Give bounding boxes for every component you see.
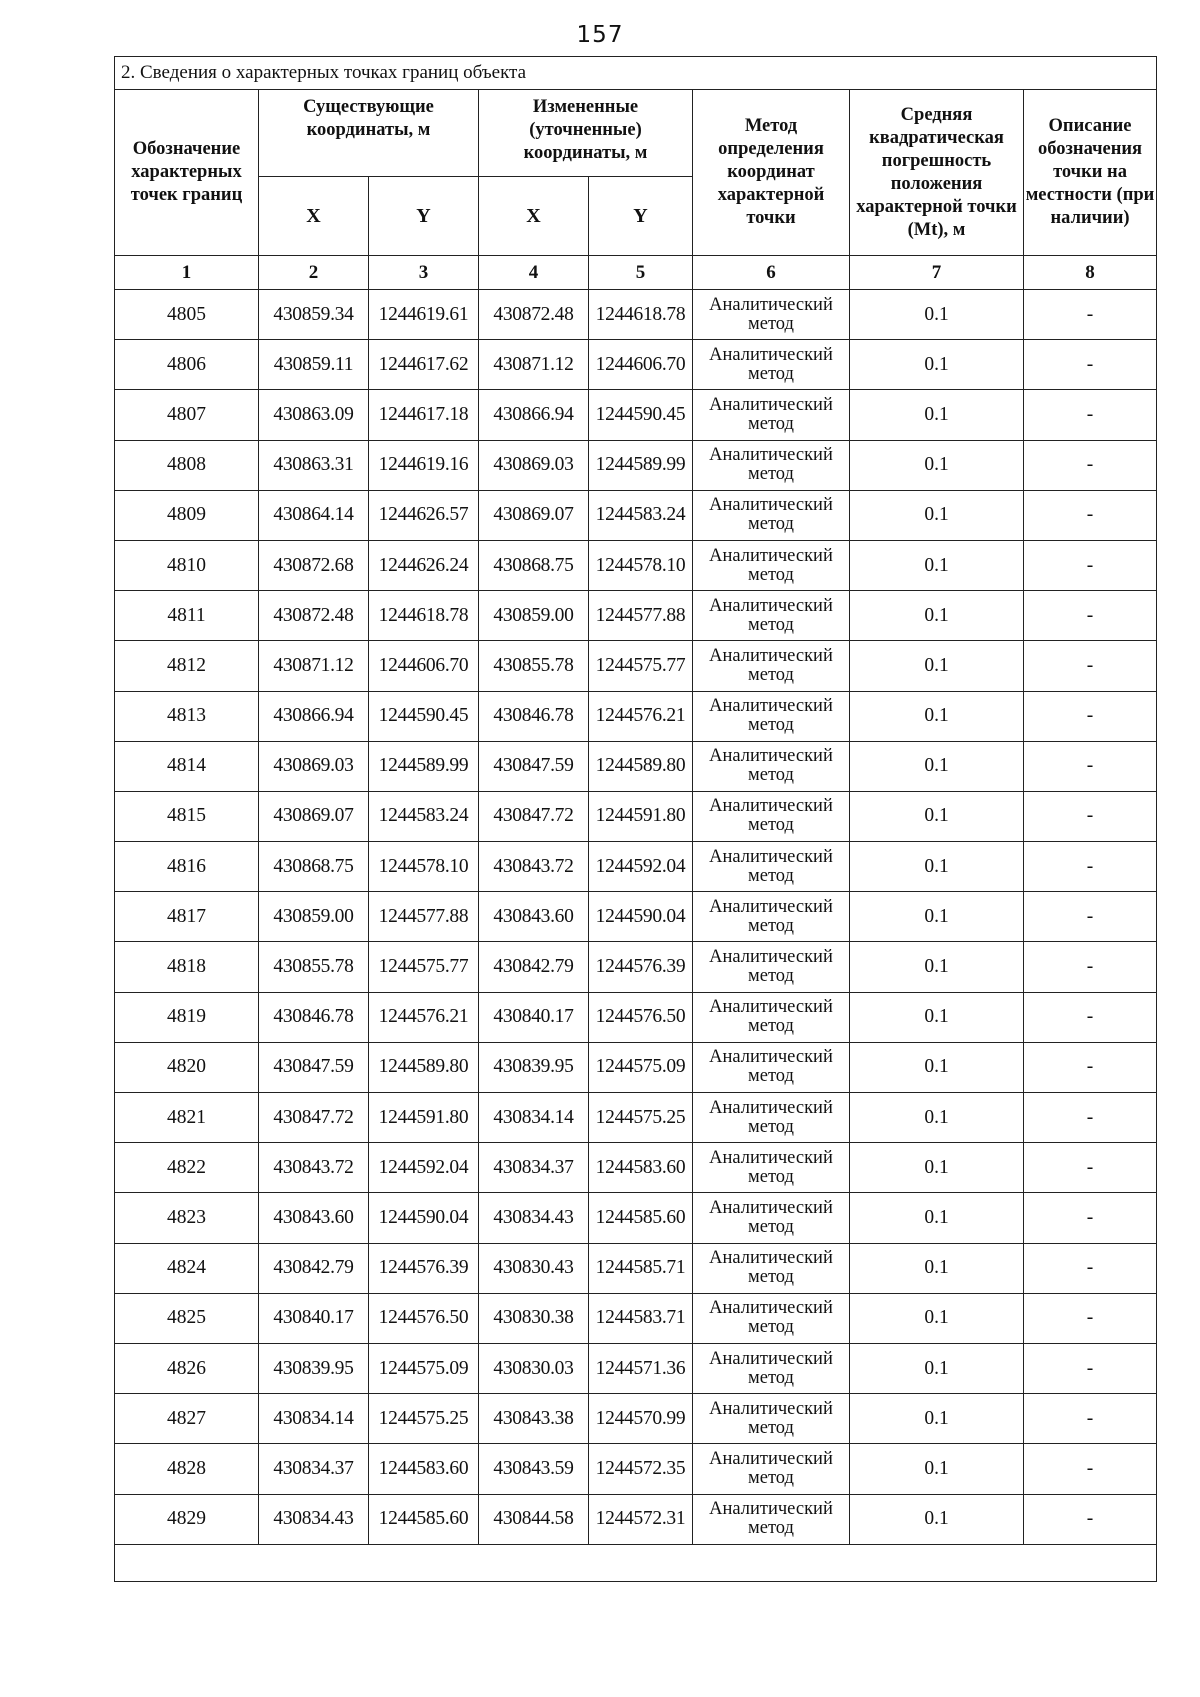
point-cell: 4805 [115,290,259,340]
point-cell: 4827 [115,1394,259,1444]
description-cell: - [1024,340,1157,390]
table-row [115,540,1157,590]
table-row [115,691,1157,741]
column-number: 1 [115,256,259,290]
changed-y-cell: 1244583.60 [589,1143,693,1193]
changed-y-cell: 1244575.77 [589,641,693,691]
header-error: Средняя квадратическая погрешность положения характерной точки (Mt), м [850,90,1024,256]
table-row [115,1143,1157,1193]
method-cell: Аналитический метод [693,641,850,691]
error-cell: 0.1 [850,942,1024,992]
table-row [115,390,1157,440]
changed-y-cell: 1244571.36 [589,1343,693,1393]
description-cell: - [1024,440,1157,490]
changed-x-cell: 430872.48 [479,290,589,340]
existing-x-cell: 430868.75 [259,842,369,892]
table-row [115,1293,1157,1343]
changed-y-cell: 1244577.88 [589,591,693,641]
table-row [115,591,1157,641]
header-changed-x: X [479,177,589,256]
empty-footer-row [115,1544,1157,1581]
error-cell: 0.1 [850,791,1024,841]
table-row [115,290,1157,340]
existing-y-cell: 1244590.45 [369,691,479,741]
column-number: 6 [693,256,850,290]
description-cell: - [1024,791,1157,841]
table-row [115,340,1157,390]
changed-x-cell: 430843.72 [479,842,589,892]
header-changed-coords: Измененные (уточненные) координаты, м [479,90,693,177]
changed-x-cell: 430834.37 [479,1143,589,1193]
error-cell: 0.1 [850,440,1024,490]
point-cell: 4813 [115,691,259,741]
existing-x-cell: 430869.03 [259,741,369,791]
method-cell: Аналитический метод [693,1444,850,1494]
existing-x-cell: 430864.14 [259,490,369,540]
changed-y-cell: 1244570.99 [589,1394,693,1444]
error-cell: 0.1 [850,842,1024,892]
error-cell: 0.1 [850,641,1024,691]
point-cell: 4814 [115,741,259,791]
description-cell: - [1024,1193,1157,1243]
changed-y-cell: 1244590.04 [589,892,693,942]
changed-x-cell: 430842.79 [479,942,589,992]
existing-x-cell: 430847.59 [259,1042,369,1092]
point-cell: 4822 [115,1143,259,1193]
table-row [115,791,1157,841]
header-existing-y: Y [369,177,479,256]
error-cell: 0.1 [850,892,1024,942]
table-row [115,942,1157,992]
existing-y-cell: 1244583.60 [369,1444,479,1494]
existing-x-cell: 430843.72 [259,1143,369,1193]
point-cell: 4811 [115,591,259,641]
point-cell: 4824 [115,1243,259,1293]
point-cell: 4809 [115,490,259,540]
column-number: 7 [850,256,1024,290]
changed-y-cell: 1244590.45 [589,390,693,440]
table-row [115,1343,1157,1393]
point-cell: 4806 [115,340,259,390]
changed-x-cell: 430843.59 [479,1444,589,1494]
column-number: 5 [589,256,693,290]
description-cell: - [1024,1042,1157,1092]
existing-y-cell: 1244618.78 [369,591,479,641]
changed-x-cell: 430869.07 [479,490,589,540]
description-cell: - [1024,591,1157,641]
changed-x-cell: 430844.58 [479,1494,589,1544]
existing-x-cell: 430843.60 [259,1193,369,1243]
header-existing-coords: Существующие координаты, м [259,90,479,177]
method-cell: Аналитический метод [693,1093,850,1143]
description-cell: - [1024,490,1157,540]
column-number: 2 [259,256,369,290]
description-cell: - [1024,540,1157,590]
existing-x-cell: 430859.11 [259,340,369,390]
point-cell: 4829 [115,1494,259,1544]
existing-x-cell: 430839.95 [259,1343,369,1393]
changed-y-cell: 1244589.99 [589,440,693,490]
table-row [115,992,1157,1042]
point-cell: 4812 [115,641,259,691]
existing-y-cell: 1244575.77 [369,942,479,992]
existing-x-cell: 430871.12 [259,641,369,691]
changed-y-cell: 1244583.24 [589,490,693,540]
error-cell: 0.1 [850,1293,1024,1343]
description-cell: - [1024,1243,1157,1293]
existing-y-cell: 1244626.24 [369,540,479,590]
method-cell: Аналитический метод [693,741,850,791]
existing-y-cell: 1244590.04 [369,1193,479,1243]
error-cell: 0.1 [850,1042,1024,1092]
table-row [115,1394,1157,1444]
method-cell: Аналитический метод [693,591,850,641]
changed-y-cell: 1244591.80 [589,791,693,841]
changed-x-cell: 430846.78 [479,691,589,741]
method-cell: Аналитический метод [693,490,850,540]
existing-y-cell: 1244576.21 [369,992,479,1042]
method-cell: Аналитический метод [693,1243,850,1293]
header-changed-y: Y [589,177,693,256]
changed-y-cell: 1244606.70 [589,340,693,390]
table-row [115,440,1157,490]
existing-y-cell: 1244575.09 [369,1343,479,1393]
error-cell: 0.1 [850,992,1024,1042]
method-cell: Аналитический метод [693,791,850,841]
error-cell: 0.1 [850,1494,1024,1544]
description-cell: - [1024,1444,1157,1494]
point-cell: 4807 [115,390,259,440]
changed-y-cell: 1244583.71 [589,1293,693,1343]
table-row [115,490,1157,540]
table-row [115,1093,1157,1143]
point-cell: 4808 [115,440,259,490]
changed-x-cell: 430847.72 [479,791,589,841]
existing-x-cell: 430847.72 [259,1093,369,1143]
method-cell: Аналитический метод [693,992,850,1042]
error-cell: 0.1 [850,741,1024,791]
error-cell: 0.1 [850,1444,1024,1494]
table-row [115,842,1157,892]
point-cell: 4826 [115,1343,259,1393]
existing-y-cell: 1244617.62 [369,340,479,390]
error-cell: 0.1 [850,540,1024,590]
error-cell: 0.1 [850,1394,1024,1444]
description-cell: - [1024,1394,1157,1444]
method-cell: Аналитический метод [693,691,850,741]
existing-y-cell: 1244606.70 [369,641,479,691]
existing-y-cell: 1244619.61 [369,290,479,340]
existing-x-cell: 430840.17 [259,1293,369,1343]
table-row [115,641,1157,691]
method-cell: Аналитический метод [693,290,850,340]
changed-x-cell: 430847.59 [479,741,589,791]
existing-x-cell: 430855.78 [259,942,369,992]
error-cell: 0.1 [850,290,1024,340]
existing-x-cell: 430846.78 [259,992,369,1042]
changed-x-cell: 430834.43 [479,1193,589,1243]
existing-y-cell: 1244592.04 [369,1143,479,1193]
error-cell: 0.1 [850,591,1024,641]
method-cell: Аналитический метод [693,1494,850,1544]
description-cell: - [1024,942,1157,992]
existing-x-cell: 430834.37 [259,1444,369,1494]
existing-y-cell: 1244591.80 [369,1093,479,1143]
method-cell: Аналитический метод [693,1042,850,1092]
changed-y-cell: 1244585.60 [589,1193,693,1243]
method-cell: Аналитический метод [693,942,850,992]
error-cell: 0.1 [850,340,1024,390]
method-cell: Аналитический метод [693,440,850,490]
description-cell: - [1024,1494,1157,1544]
existing-y-cell: 1244575.25 [369,1394,479,1444]
existing-x-cell: 430872.68 [259,540,369,590]
existing-x-cell: 430834.43 [259,1494,369,1544]
changed-y-cell: 1244589.80 [589,741,693,791]
section-title: 2. Сведения о характерных точках границ объекта [115,57,1157,90]
existing-x-cell: 430859.34 [259,290,369,340]
changed-x-cell: 430871.12 [479,340,589,390]
header-existing-x: X [259,177,369,256]
existing-x-cell: 430866.94 [259,691,369,741]
changed-x-cell: 430830.38 [479,1293,589,1343]
point-cell: 4825 [115,1293,259,1343]
table-row [115,741,1157,791]
existing-y-cell: 1244585.60 [369,1494,479,1544]
column-number: 3 [369,256,479,290]
existing-x-cell: 430859.00 [259,892,369,942]
point-cell: 4818 [115,942,259,992]
existing-x-cell: 430863.31 [259,440,369,490]
existing-y-cell: 1244578.10 [369,842,479,892]
changed-y-cell: 1244572.31 [589,1494,693,1544]
column-number: 4 [479,256,589,290]
method-cell: Аналитический метод [693,892,850,942]
header-method: Метод определения координат характерной точки [693,90,850,256]
existing-y-cell: 1244617.18 [369,390,479,440]
column-number: 8 [1024,256,1157,290]
changed-x-cell: 430830.03 [479,1343,589,1393]
existing-y-cell: 1244576.50 [369,1293,479,1343]
header-designation: Обозначение характерных точек границ [115,90,259,256]
method-cell: Аналитический метод [693,1143,850,1193]
method-cell: Аналитический метод [693,390,850,440]
error-cell: 0.1 [850,490,1024,540]
changed-x-cell: 430866.94 [479,390,589,440]
table-row [115,1193,1157,1243]
existing-y-cell: 1244619.16 [369,440,479,490]
existing-y-cell: 1244589.99 [369,741,479,791]
changed-y-cell: 1244572.35 [589,1444,693,1494]
boundary-points-table [114,56,1157,1582]
error-cell: 0.1 [850,390,1024,440]
changed-x-cell: 430840.17 [479,992,589,1042]
changed-x-cell: 430830.43 [479,1243,589,1293]
description-cell: - [1024,290,1157,340]
table-row [115,1243,1157,1293]
point-cell: 4815 [115,791,259,841]
changed-x-cell: 430869.03 [479,440,589,490]
description-cell: - [1024,641,1157,691]
description-cell: - [1024,1143,1157,1193]
description-cell: - [1024,691,1157,741]
changed-x-cell: 430859.00 [479,591,589,641]
changed-y-cell: 1244575.09 [589,1042,693,1092]
method-cell: Аналитический метод [693,842,850,892]
existing-y-cell: 1244626.57 [369,490,479,540]
description-cell: - [1024,842,1157,892]
header-description: Описание обозначения точки на местности (при наличии) [1024,90,1157,256]
error-cell: 0.1 [850,1343,1024,1393]
method-cell: Аналитический метод [693,1193,850,1243]
existing-x-cell: 430872.48 [259,591,369,641]
point-cell: 4821 [115,1093,259,1143]
point-cell: 4810 [115,540,259,590]
table-row [115,892,1157,942]
method-cell: Аналитический метод [693,1394,850,1444]
page-number: 157 [576,22,624,48]
existing-y-cell: 1244583.24 [369,791,479,841]
table-body [115,290,1157,1545]
changed-y-cell: 1244576.50 [589,992,693,1042]
changed-x-cell: 430839.95 [479,1042,589,1092]
description-cell: - [1024,1293,1157,1343]
method-cell: Аналитический метод [693,1343,850,1393]
existing-y-cell: 1244577.88 [369,892,479,942]
changed-y-cell: 1244576.21 [589,691,693,741]
table-row [115,1042,1157,1092]
description-cell: - [1024,390,1157,440]
table-row [115,1444,1157,1494]
point-cell: 4820 [115,1042,259,1092]
changed-x-cell: 430843.38 [479,1394,589,1444]
point-cell: 4816 [115,842,259,892]
existing-x-cell: 430869.07 [259,791,369,841]
error-cell: 0.1 [850,691,1024,741]
existing-x-cell: 430842.79 [259,1243,369,1293]
changed-x-cell: 430843.60 [479,892,589,942]
changed-x-cell: 430855.78 [479,641,589,691]
existing-y-cell: 1244576.39 [369,1243,479,1293]
changed-y-cell: 1244576.39 [589,942,693,992]
existing-x-cell: 430863.09 [259,390,369,440]
changed-x-cell: 430834.14 [479,1093,589,1143]
changed-y-cell: 1244578.10 [589,540,693,590]
description-cell: - [1024,992,1157,1042]
changed-y-cell: 1244592.04 [589,842,693,892]
method-cell: Аналитический метод [693,340,850,390]
error-cell: 0.1 [850,1243,1024,1293]
changed-y-cell: 1244585.71 [589,1243,693,1293]
method-cell: Аналитический метод [693,1293,850,1343]
error-cell: 0.1 [850,1143,1024,1193]
table-row [115,1494,1157,1544]
point-cell: 4819 [115,992,259,1042]
error-cell: 0.1 [850,1193,1024,1243]
changed-y-cell: 1244575.25 [589,1093,693,1143]
description-cell: - [1024,1093,1157,1143]
existing-y-cell: 1244589.80 [369,1042,479,1092]
point-cell: 4828 [115,1444,259,1494]
description-cell: - [1024,1343,1157,1393]
description-cell: - [1024,892,1157,942]
column-number-row [115,256,1157,290]
point-cell: 4817 [115,892,259,942]
changed-x-cell: 430868.75 [479,540,589,590]
method-cell: Аналитический метод [693,540,850,590]
point-cell: 4823 [115,1193,259,1243]
changed-y-cell: 1244618.78 [589,290,693,340]
existing-x-cell: 430834.14 [259,1394,369,1444]
empty-footer-cell [115,1544,1157,1581]
description-cell: - [1024,741,1157,791]
error-cell: 0.1 [850,1093,1024,1143]
